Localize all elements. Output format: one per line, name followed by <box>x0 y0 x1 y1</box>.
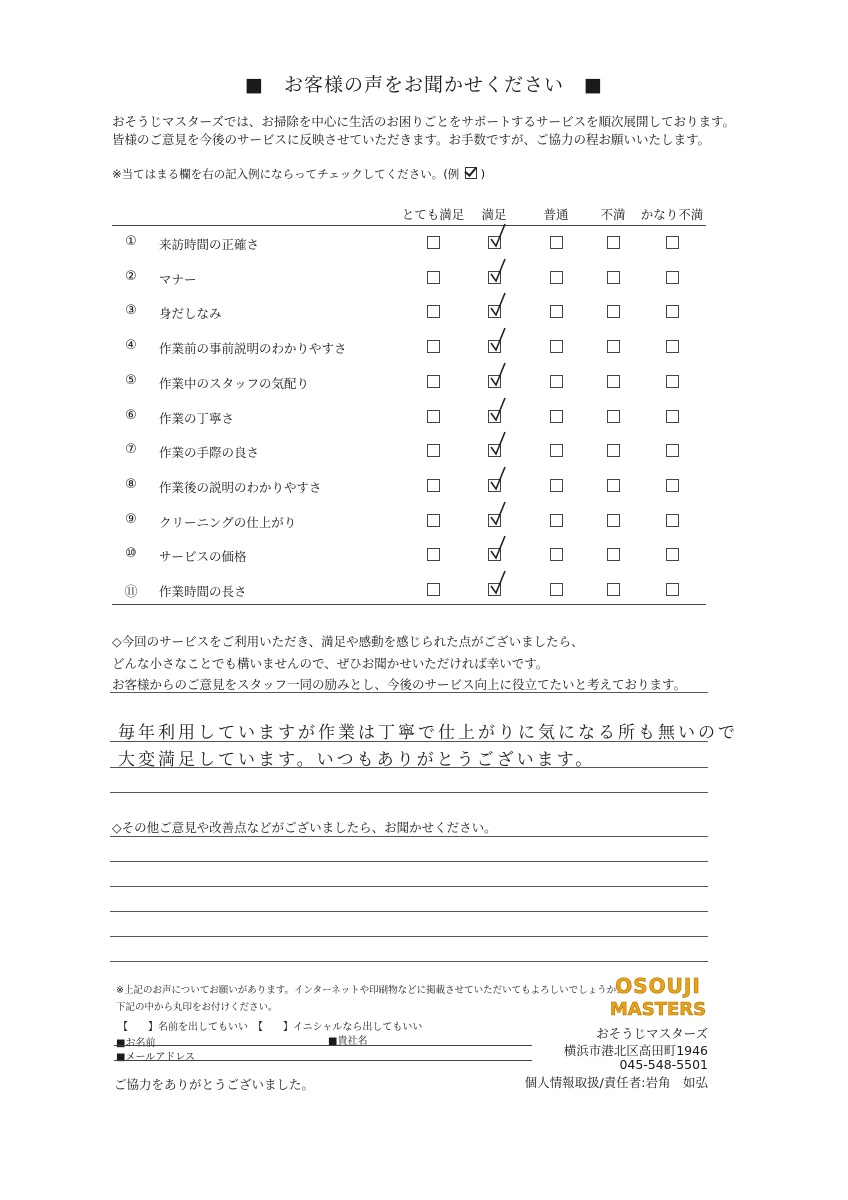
row-label: 身だしなみ <box>159 306 222 322</box>
rating-checkbox[interactable] <box>488 375 501 388</box>
checkmark-icon <box>489 397 507 425</box>
row-number: ⑧ <box>125 476 137 492</box>
column-unsatisfied: 不満 <box>600 207 626 222</box>
rating-checkbox[interactable] <box>607 236 620 249</box>
name-field-line[interactable] <box>114 1045 532 1046</box>
checkmark-icon <box>489 258 507 286</box>
row-label: サービスの価格 <box>159 549 247 565</box>
rating-checkbox[interactable] <box>550 444 563 457</box>
rating-checkbox[interactable] <box>550 514 563 527</box>
rating-row <box>112 330 706 364</box>
rating-checkbox[interactable] <box>607 479 620 492</box>
writing-line <box>110 836 708 837</box>
rating-checkbox[interactable] <box>666 375 679 388</box>
row-number: ⑩ <box>125 546 137 562</box>
row-label: 作業中のスタッフの気配り <box>159 375 310 391</box>
rating-checkbox[interactable] <box>488 548 501 561</box>
rating-checkbox[interactable] <box>427 305 440 318</box>
rating-row <box>112 469 706 503</box>
rating-checkbox[interactable] <box>550 583 563 596</box>
rating-checkbox[interactable] <box>607 375 620 388</box>
handwritten-comment-line-1: 毎年利用していますが作業は丁寧で仕上がりに気になる所も無いので <box>118 723 738 743</box>
row-number: ⑤ <box>125 372 137 388</box>
rating-checkbox[interactable] <box>488 583 501 596</box>
rating-checkbox[interactable] <box>427 375 440 388</box>
rating-row <box>112 400 706 434</box>
checkmark-icon <box>489 362 507 390</box>
rating-checkbox[interactable] <box>607 410 620 423</box>
row-label: 作業の手際の良さ <box>159 445 260 461</box>
checkmark-icon <box>489 501 507 529</box>
writing-line <box>110 792 708 793</box>
rating-row <box>112 538 706 572</box>
writing-line <box>110 861 708 862</box>
rating-row <box>112 573 706 607</box>
row-number: ④ <box>125 338 137 354</box>
rating-checkbox[interactable] <box>666 236 679 249</box>
logo-line-1: OSOUJI <box>615 974 701 998</box>
rating-checkbox[interactable] <box>666 479 679 492</box>
writing-line <box>110 767 708 768</box>
checkmark-icon <box>489 431 507 459</box>
rating-checkbox[interactable] <box>427 271 440 284</box>
column-normal: 普通 <box>543 207 569 222</box>
row-number: ⑦ <box>125 442 137 458</box>
row-label: 作業の丁寧さ <box>159 410 235 426</box>
checkmark-icon <box>489 570 507 598</box>
writing-line <box>110 741 708 742</box>
company-name: おそうじマスターズ <box>596 1026 708 1041</box>
name-field-label: ■お名前 <box>116 1038 156 1049</box>
rating-row <box>112 434 706 468</box>
rating-checkbox[interactable] <box>550 375 563 388</box>
satisfaction-prompt-3: お客様からのご意見をスタッフ一同の励みとし、今後のサービス向上に役立てたいと考えております。 <box>112 677 687 692</box>
rating-checkbox[interactable] <box>550 548 563 561</box>
rating-checkbox[interactable] <box>488 340 501 353</box>
rating-checkbox[interactable] <box>607 271 620 284</box>
row-number: ③ <box>125 303 137 319</box>
instruction-close: ) <box>480 167 486 181</box>
row-label: 作業後の説明のわかりやすさ <box>159 479 322 495</box>
rating-checkbox[interactable] <box>488 236 501 249</box>
rating-checkbox[interactable] <box>550 410 563 423</box>
rating-checkbox[interactable] <box>427 340 440 353</box>
rating-checkbox[interactable] <box>607 340 620 353</box>
rating-checkbox[interactable] <box>607 305 620 318</box>
rating-checkbox[interactable] <box>550 236 563 249</box>
satisfaction-prompt-2: どんな小さなことでも構いませんので、ぜひお聞かせいただければ幸いです。 <box>112 656 549 671</box>
thanks-message: ご協力をありがとうございました。 <box>114 1077 315 1092</box>
rating-checkbox[interactable] <box>488 514 501 527</box>
rating-checkbox[interactable] <box>607 514 620 527</box>
email-field-label: ■メールアドレス <box>116 1052 195 1063</box>
checkmark-icon <box>489 223 507 251</box>
rating-checkbox[interactable] <box>607 583 620 596</box>
rating-row <box>112 504 706 538</box>
rating-checkbox[interactable] <box>550 305 563 318</box>
publish-options[interactable]: 【 】名前を出してもいい 【 】イニシャルなら出してもいい <box>118 1022 423 1033</box>
rating-checkbox[interactable] <box>666 271 679 284</box>
rating-checkbox[interactable] <box>550 340 563 353</box>
rating-checkbox[interactable] <box>666 444 679 457</box>
rating-checkbox[interactable] <box>427 236 440 249</box>
row-number: ⑥ <box>125 407 137 423</box>
row-number: ⑪ <box>124 585 138 600</box>
writing-line <box>110 911 708 912</box>
writing-line <box>110 886 708 887</box>
rating-checkbox[interactable] <box>666 305 679 318</box>
rating-row <box>112 226 706 260</box>
row-label: クリーニングの仕上がり <box>159 514 297 530</box>
rating-checkbox[interactable] <box>427 444 440 457</box>
instruction-text: ※当てはまる欄を右の記入例にならってチェックしてください。(例 <box>112 167 460 181</box>
company-field-label: ■貴社名 <box>328 1036 368 1047</box>
intro-line-1: おそうじマスターズでは、お掃除を中心に生活のお困りごとをサポートするサービスを順次展開しております。 <box>112 114 736 129</box>
rating-checkbox[interactable] <box>488 271 501 284</box>
rating-row <box>112 365 706 399</box>
rating-checkbox[interactable] <box>488 444 501 457</box>
company-phone: 045-548-5501 <box>619 1057 708 1072</box>
rating-checkbox[interactable] <box>488 410 501 423</box>
row-number: ⑨ <box>125 511 137 527</box>
rating-checkbox[interactable] <box>666 514 679 527</box>
rating-checkbox[interactable] <box>427 548 440 561</box>
writing-line <box>110 961 708 962</box>
row-label: マナー <box>159 271 197 287</box>
writing-line <box>110 692 708 693</box>
writing-line <box>110 936 708 937</box>
column-very-unsatisfied: かなり不満 <box>640 207 704 222</box>
checkmark-icon <box>489 466 507 494</box>
rating-checkbox[interactable] <box>550 271 563 284</box>
email-field-line[interactable] <box>114 1060 532 1061</box>
rating-checkbox[interactable] <box>488 305 501 318</box>
rating-row <box>112 261 706 295</box>
rating-row <box>112 295 706 329</box>
row-label: 来訪時間の正確さ <box>159 237 260 252</box>
rating-checkbox[interactable] <box>427 479 440 492</box>
rating-checkbox[interactable] <box>666 583 679 596</box>
company-address: 横浜市港北区高田町1946 <box>563 1043 708 1058</box>
intro-line-2: 皆様のご意見を今後のサービスに反映させていただきます。お手数ですが、ご協力の程お願いいたします。 <box>112 132 711 147</box>
row-label: 作業時間の長さ <box>159 584 247 599</box>
check-instruction <box>112 166 485 182</box>
table-bottom-rule <box>112 604 706 605</box>
rating-checkbox[interactable] <box>427 410 440 423</box>
rating-checkbox[interactable] <box>550 479 563 492</box>
satisfaction-prompt-1: ◇今回のサービスをご利用いただき、満足や感動を感じられた点がございましたら、 <box>112 634 584 649</box>
row-label: 作業前の事前説明のわかりやすさ <box>159 341 347 357</box>
rating-checkbox[interactable] <box>666 410 679 423</box>
handwritten-comment-line-2: 大変満足しています。いつもありがとうございます。 <box>118 750 596 770</box>
rating-checkbox[interactable] <box>488 479 501 492</box>
rating-checkbox[interactable] <box>427 583 440 596</box>
row-number: ① <box>125 234 137 249</box>
other-prompt: ◇その他ご意見や改善点などがございましたら、お聞かせください。 <box>112 820 497 835</box>
logo-mark-icon <box>604 973 712 1019</box>
rating-checkbox[interactable] <box>427 514 440 527</box>
checkmark-icon <box>489 327 507 355</box>
column-very-satisfied: とても満足 <box>401 207 465 222</box>
row-number: ② <box>125 268 137 284</box>
osouji-masters-logo <box>604 973 712 1019</box>
logo-line-2: MASTERS <box>609 999 707 1019</box>
checkmark-icon <box>489 292 507 320</box>
rating-checkbox[interactable] <box>607 444 620 457</box>
publish-note-2: 下記の中から丸印をお付けください。 <box>116 1002 278 1013</box>
example-checkbox-icon <box>465 167 477 179</box>
publish-note-1: ※上記のお声についてお願いがあります。インターネットや印刷物などに掲載させていただいてもよろしいでしょうか？ <box>116 985 626 996</box>
rating-checkbox[interactable] <box>666 340 679 353</box>
rating-checkbox[interactable] <box>666 548 679 561</box>
checkmark-icon <box>489 535 507 563</box>
company-manager: 個人情報取扱/責任者:岩角 如弘 <box>524 1075 708 1090</box>
column-satisfied: 満足 <box>481 207 507 222</box>
rating-checkbox[interactable] <box>607 548 620 561</box>
page-title: ■ お客様の声をお聞かせください ■ <box>245 74 603 96</box>
